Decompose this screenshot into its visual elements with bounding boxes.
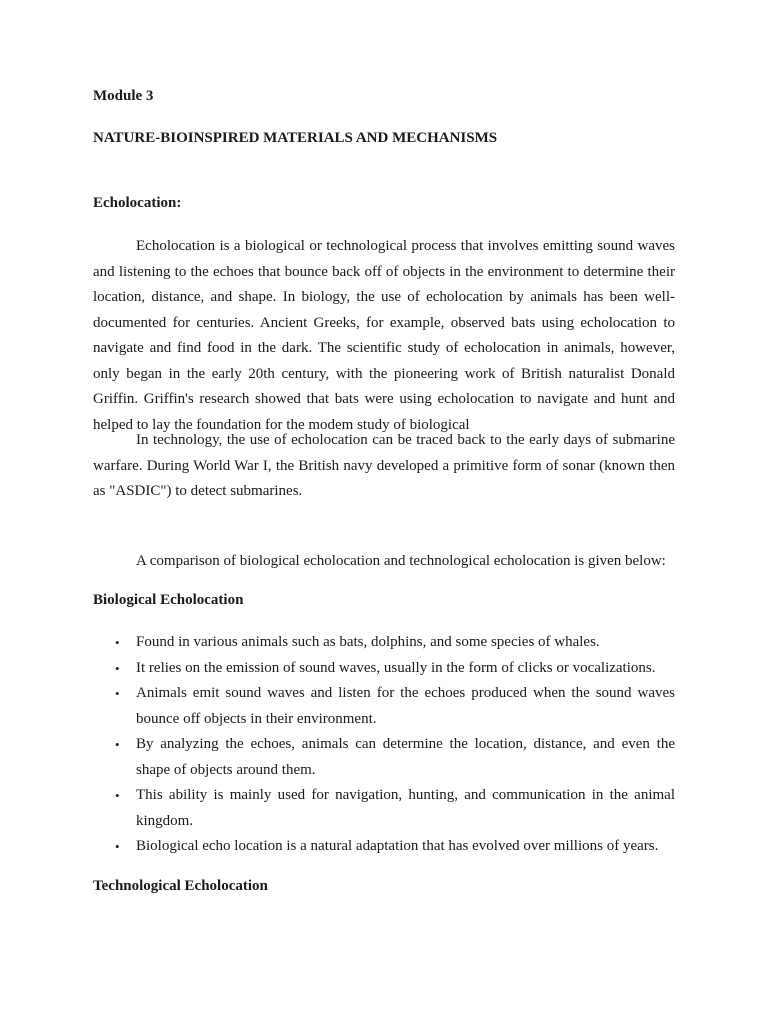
biological-points-list [93,630,675,860]
biological-echolocation-heading: Biological Echolocation [93,592,244,608]
list-item-text: It relies on the emission of sound waves, usually in the form of clicks or vocalizations. [136,659,656,676]
list-item [93,834,675,860]
intro-paragraph: Echolocation is a biological or technological process that involves emitting sound waves and listening to the echoes that bounce back off of objects in the environment to determine their location, distance, and shape. In biology, the use of echolocation by animals has been well-documented for centuries. Ancient Greeks, for example, observed bats using echolocation to navigate and find food in the dark. The scientific study of echolocation in animals, however, only began in the early 20th century, with the pioneering work of British naturalist Donald Griffin. Griffin's research showed that bats were using echolocation to navigate and hunt and helped to lay the foundation for the modem study of biological [93,238,675,433]
document-title: NATURE-BIOINSPIRED MATERIALS AND MECHANISMS [93,130,498,146]
technological-echolocation-heading: Technological Echolocation [93,878,268,894]
bullet-icon: • [115,788,120,803]
bullet-icon: • [115,839,120,854]
echolocation-heading: Echolocation: [93,195,182,211]
list-item-text: Biological echo location is a natural adaptation that has evolved over millions of years. [136,838,659,854]
list-item [93,783,675,834]
bullet-icon: • [115,737,120,752]
list-item [93,732,675,783]
bullet-icon: • [115,635,120,650]
list-item-text: This ability is mainly used for navigation, hunting, and communication in the animal kingdom. [136,787,675,829]
list-item-text: Found in various animals such as bats, dolphins, and some species of whales. [136,634,600,650]
bullet-icon: • [115,660,120,676]
comparison-paragraph: A comparison of biological echolocation and technological echolocation is given below: [136,553,666,569]
module-label: Module 3 [93,88,154,104]
list-item [93,630,675,656]
list-item-text: By analyzing the echoes, animals can determine the location, distance, and even the shape of objects around them. [136,736,675,778]
list-item [93,656,675,682]
bullet-icon: • [115,686,120,701]
list-item-text: Animals emit sound waves and listen for the echoes produced when the sound waves bounce off objects in their environment. [136,685,675,727]
technology-paragraph: In technology, the use of echolocation can be traced back to the early days of submarine warfare. During World War I, the British navy developed a primitive form of sonar (known then as "ASDIC") to detect submarines. [93,432,675,499]
list-item [93,681,675,732]
